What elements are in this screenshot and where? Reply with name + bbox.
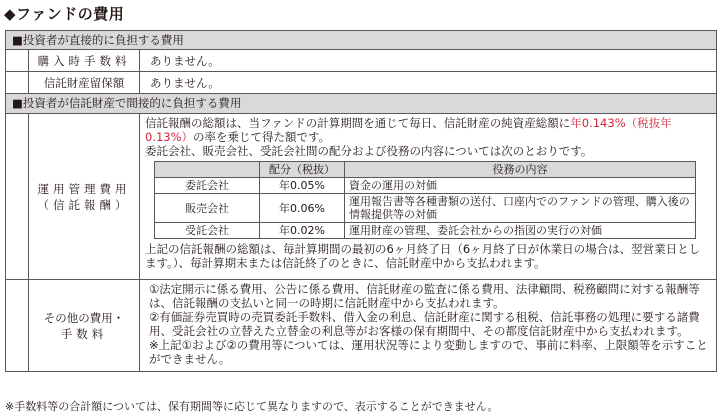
allocation-header-rate: 配分（税抜） [260, 162, 345, 178]
indent-cell [6, 50, 29, 71]
other-fee-label-line1: その他の費用・ [43, 310, 125, 325]
purchase-fee-row [5, 50, 717, 72]
allocation-header-row [155, 162, 696, 178]
management-fee-text-pre: 信託報酬の総額は、当ファンドの計算期間を通じて毎日、信託財産の純資産総額に [145, 116, 571, 130]
fee-table [5, 30, 717, 372]
allocation-party: 受託会社 [155, 223, 260, 239]
management-fee-text-post: の率を乗じて得た額です。 [193, 130, 331, 144]
table-row [155, 223, 696, 239]
allocation-intro: 委託会社、販売会社、受託会社間の配分および役務の内容については次のとおりです。 [145, 144, 593, 158]
other-fee-label-line2: 手数料 [60, 326, 108, 341]
page-title: ◆ファンドの費用 [4, 5, 125, 23]
indent-cell [6, 114, 29, 279]
direct-cost-header: ■投資者が直接的に負担する費用 [5, 30, 717, 50]
other-fee-row [5, 280, 717, 372]
other-fee-detail [140, 280, 716, 371]
allocation-party: 販売会社 [155, 194, 260, 223]
allocation-rate: 年0.02% [260, 223, 345, 239]
other-fee-label [29, 280, 140, 371]
table-row [155, 178, 696, 194]
retention-fee-value: ありません。 [150, 75, 220, 90]
management-fee-rate: 年0.143%（税抜年0.13%） [145, 116, 672, 144]
management-fee-detail [140, 114, 716, 279]
purchase-fee-value: ありません。 [150, 53, 220, 68]
payment-timing-text: 上記の信託報酬の総額は、毎計算期間の最初の6ヶ月終了日（6ヶ月終了日が休業日の場合は、翌営業日とします。）、毎計算期末または信託終了のときに、信託財産中から支払われます。 [145, 242, 701, 270]
allocation-rate: 年0.06% [260, 194, 345, 223]
allocation-service: 資金の運用の対価 [345, 178, 696, 194]
management-fee-label-line1: 運用管理費用 [37, 181, 131, 196]
management-fee-label [29, 114, 140, 279]
other-fee-note: ※上記①および②の費用等については、運用状況等により変動しますので、事前に料率、上限額等を示すことができません。 [149, 338, 708, 366]
management-fee-text [145, 116, 711, 144]
allocation-rate: 年0.05% [260, 178, 345, 194]
other-fee-item-1: ①法定開示に係る費用、公告に係る費用、信託財産の監査に係る費用、法律顧問、税務顧問に対する報酬等は、信託報酬の支払いと同一の時期に信託財産中から支払われます。 [149, 282, 700, 310]
management-fee-label-line2: （信託報酬） [37, 197, 131, 212]
allocation-header-party [155, 162, 260, 178]
retention-fee-label: 信託財産留保額 [29, 72, 140, 93]
retention-fee-row [5, 72, 717, 94]
management-fee-row [5, 114, 717, 280]
indent-cell [6, 72, 29, 93]
allocation-service: 運用財産の管理、委託会社からの指図の実行の対価 [345, 223, 696, 239]
other-fee-item-2: ②有価証券売買時の売買委託手数料、借入金の利息、信託財産に関する租税、信託事務の処理に要する諸費用、受託会社の立替えた立替金の利息等がお客様の保有期間中、その都度信託財産中から支払われます。 [149, 310, 700, 338]
allocation-table [154, 161, 696, 239]
purchase-fee-label: 購入時手数料 [29, 50, 140, 71]
table-row [155, 194, 696, 223]
allocation-header-service: 役務の内容 [345, 162, 696, 178]
footnote: ※手数料等の合計額については、保有期間等に応じて異なりますので、表示することができません。 [5, 400, 499, 413]
indirect-cost-header: ■投資者が信託財産で間接的に負担する費用 [5, 94, 717, 114]
allocation-party: 委託会社 [155, 178, 260, 194]
indent-cell [6, 280, 29, 371]
allocation-service: 運用報告書等各種書類の送付、口座内でのファンドの管理、購入後の情報提供等の対価 [345, 194, 696, 223]
